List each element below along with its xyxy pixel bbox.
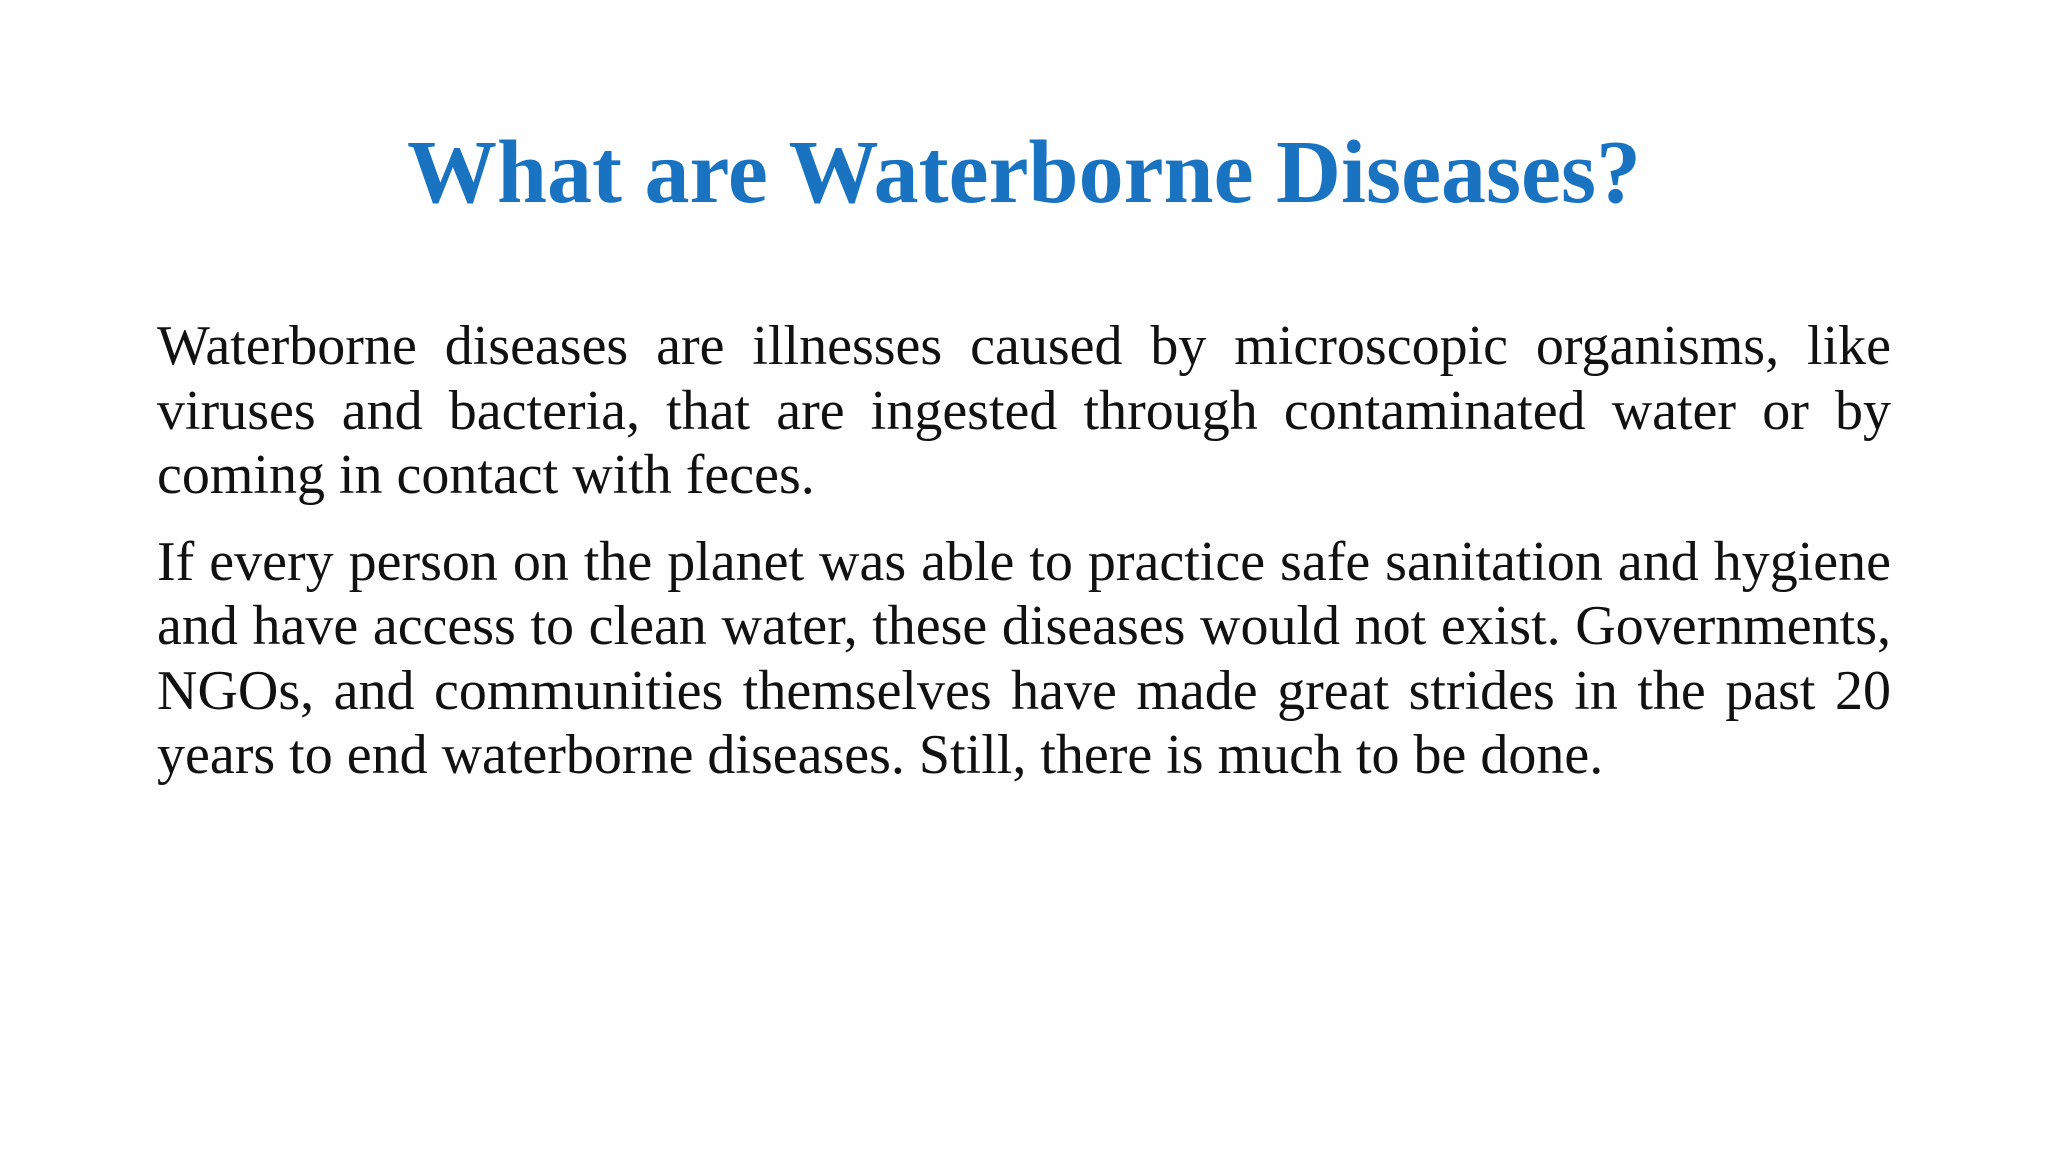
- slide-title: What are Waterborne Diseases?: [406, 123, 1642, 222]
- slide-body: [157, 314, 1891, 788]
- body-paragraph-2: If every person on the planet was able to practice safe sanitation and hygiene and have access to clean water, these diseases would not exist. Governments, NGOs, and communities themselves have made great strides in the past 20 years to end waterborne diseases. Still, there is much to be done.: [157, 530, 1891, 786]
- body-paragraph-1: Waterborne diseases are illnesses caused by microscopic organisms, like viruses and bacteria, that are ingested through contaminated water or by coming in contact with feces.: [157, 315, 1891, 506]
